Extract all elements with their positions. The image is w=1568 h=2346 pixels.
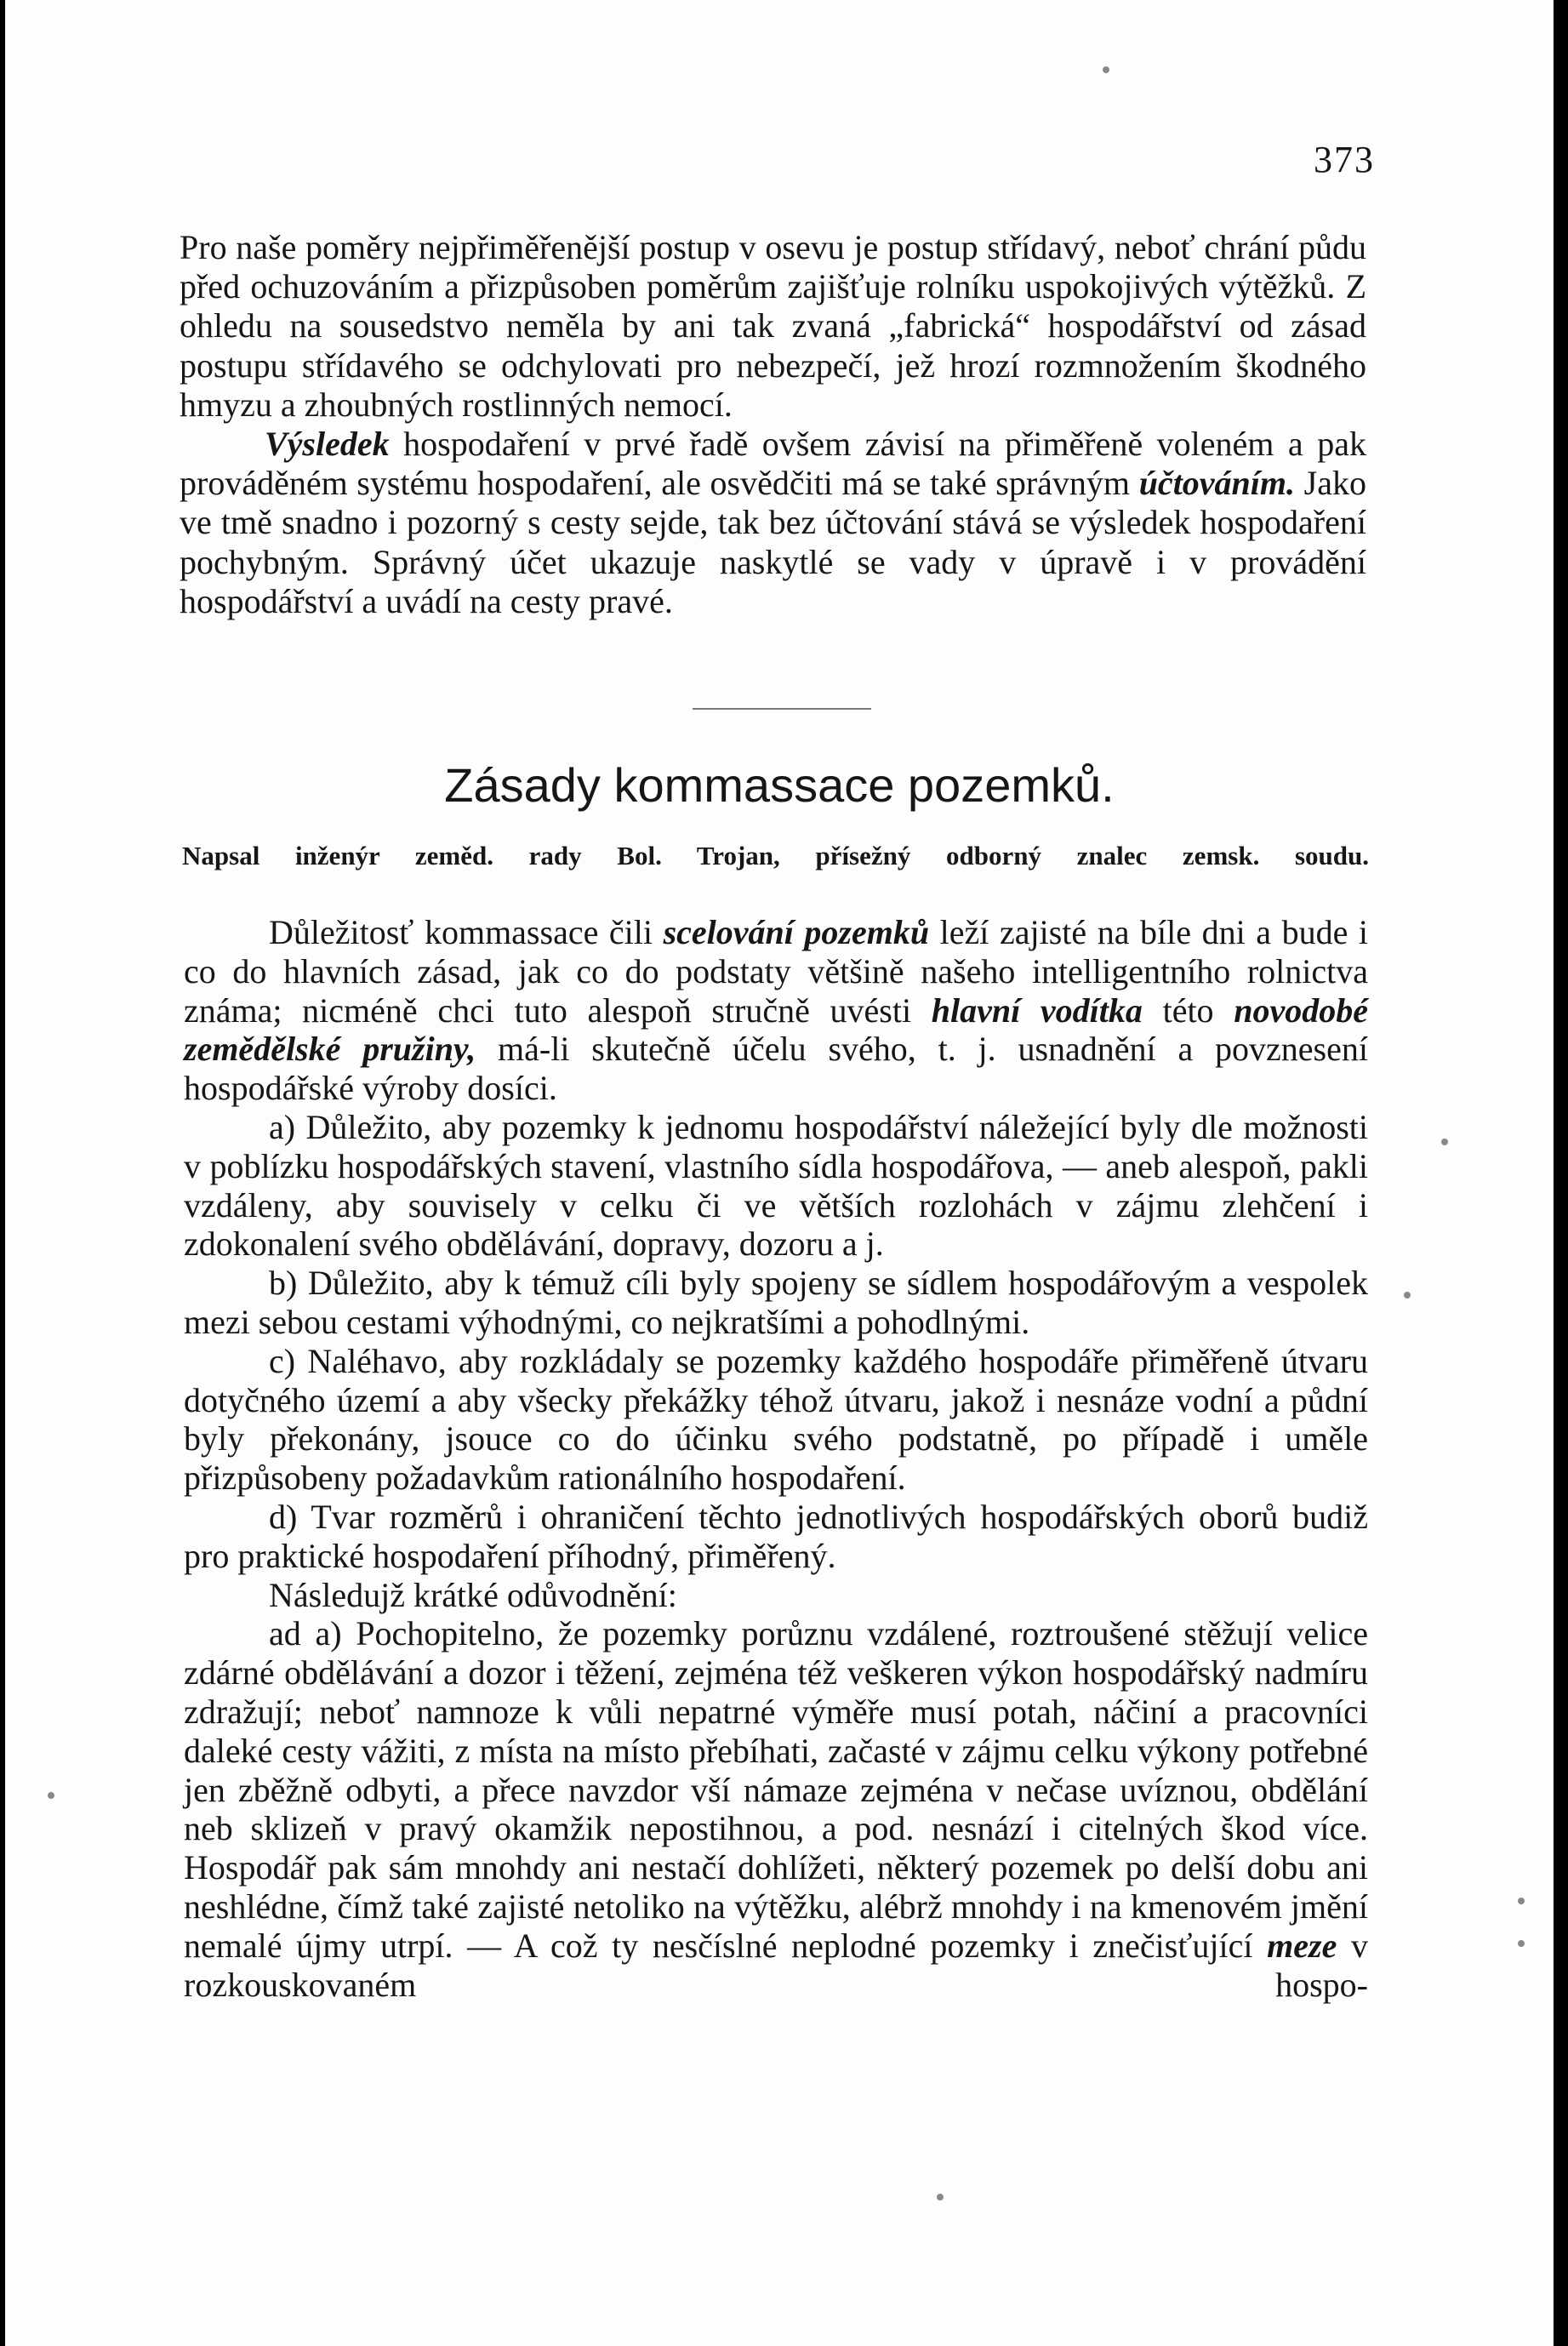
article-point-a: a) Důležito, aby pozemky k jednomu hospodářství náležející byly dle možnosti v poblízku hospodářských stavení, vlastního sídla hospodářova, — aneb alespoň, pakli vzdáleny, aby souvisely v celku či ve větších rozlohách v zájmu zlehčení i zdokonalení svého obdělávání, dopravy, dozoru a j. [184, 1107, 1368, 1264]
emphasis-hlavni-voditka: hlavní vodítka [931, 990, 1143, 1030]
scan-speck [1103, 66, 1109, 73]
article-p1-b: leží zajisté na bíle dni a bude i co do hlavních zásad, jak co do podstaty většině našeho intelligentního rolnictva známa; nicméně chci tuto alespoň stručně uvésti [184, 913, 1369, 1030]
emphasis-uctovanim: účtováním. [1138, 464, 1296, 503]
intro-text [180, 228, 1366, 621]
emphasis-vysledek: Výsledek [265, 425, 390, 464]
article-point-d: d) Tvar rozměrů i ohraničení těchto jednotlivých hospodářských oborů budiž pro praktické hospodaření příhodný, přiměřený. [184, 1497, 1368, 1575]
intro-p2-text-a: hospodaření v prvé řadě ovšem závisí na přiměřeně voleném a pak prováděném systému hospodaření, ale osvědčiti má se také správným [180, 425, 1366, 503]
emphasis-scelovani: scelování pozemků [663, 913, 930, 951]
intro-paragraph-2 [180, 425, 1366, 621]
article-byline: Napsal inženýr zeměd. rady Bol. Trojan, přísežný odborný znalec zemsk. soudu. [182, 841, 1369, 870]
emphasis-novodobe: novodobé zemědělské pružiny, [184, 990, 1368, 1069]
scan-speck [48, 1792, 54, 1799]
book-page [5, 0, 1554, 2346]
article-paragraph-1 [184, 913, 1368, 1108]
scan-speck [1441, 1139, 1448, 1145]
scan-speck [1518, 1898, 1525, 1904]
article-p1-a: Důležitosť kommassace čili [269, 913, 664, 951]
scan-speck [1404, 1292, 1411, 1299]
intro-paragraph-1: Pro naše poměry nejpřiměřenější postup v osevu je postup střídavý, neboť chrání půdu před ochuzováním a přizpůsoben poměrům zajišťuje rolníku uspokojivých výtěžků. Z ohledu na sousedstvo neměla by ani tak zvaná „fabrická“ hospodářství od zásad postupu střídavého se odchylovati pro nebezpečí, jež hrozí rozmnožením škodného hmyzu a zhoubných rostlinných nemocí. [180, 228, 1366, 424]
scan-speck [1518, 1940, 1525, 1947]
article-p1-d: má-li skutečně účelu svého, t. j. usnadnění a povznesení hospodářské výroby dosíci. [184, 1030, 1368, 1108]
article-ad-a-text-a: ad a) Pochopitelno, že pozemky porůznu vzdálené, roztroušené stěžují velice zdárné obdělávání a dozor i těžení, zejména též veškeren výkon hospodářský nadmíru zdražují; neboť namnoze k vůli nepatrné výměře musí potah, náčiní a pracovníci daleké cesty vážiti, z místa na místo přebíhati, začasté v zájmu celku výkony potřebné jen zběžně odbyti, a přece navzdor vší námaze zejména v nečase uvíznou, obdělání neb sklizeň v pravý okamžik nepostihnou, a pod. nesnází i citelných škod více. Hospodář pak sám mnohdy ani nestačí dohlížeti, některý pozemek po delší dobu ani neshlédne, čímž také zajisté netoliko na výtěžku, alébrž mnohdy i na kmenovém jmění nemalé újmy utrpí. — A což ty nesčíslné neplodné pozemky i znečisťující [184, 1614, 1368, 1965]
article-p1-c: této [1142, 990, 1234, 1030]
article-title: Zásady kommassace pozemků. [444, 758, 1115, 812]
emphasis-meze: meze [1267, 1926, 1337, 1965]
scan-speck [937, 2194, 944, 2200]
section-divider [693, 708, 871, 710]
article-point-c: c) Naléhavo, aby rozkládaly se pozemky každého hospodáře přiměřeně útvaru dotyčného území a aby všecky překážky téhož útvaru, jakož i nesnáze vodní a půdní byly překonány, jsouce co do účinku svého podstatně, po případě i uměle přizpůsobeny požadavkům rationálního hospodaření. [184, 1341, 1368, 1498]
article-reasoning-intro: Následujž krátké odůvodnění: [269, 1575, 677, 1614]
page-number: 373 [1314, 139, 1375, 180]
article-body [184, 913, 1368, 2004]
article-point-b: b) Důležito, aby k témuž cíli byly spojeny se sídlem hospodářovým a vespolek mezi sebou cestami výhodnými, co nejkratšími a pohodlnými. [184, 1264, 1368, 1341]
intro-p2-text-b: Jako ve tmě snadno i pozorný s cesty sejde, tak bez účtování stává se výsledek hospodaření pochybným. Správný účet ukazuje naskytlé se vady v úpravě i v provádění hospodářství a uvádí na cesty pravé. [180, 464, 1366, 620]
article-ad-a-text-b: v rozkouskovaném hospo- [184, 1926, 1369, 2004]
article-ad-a [184, 1614, 1368, 2004]
